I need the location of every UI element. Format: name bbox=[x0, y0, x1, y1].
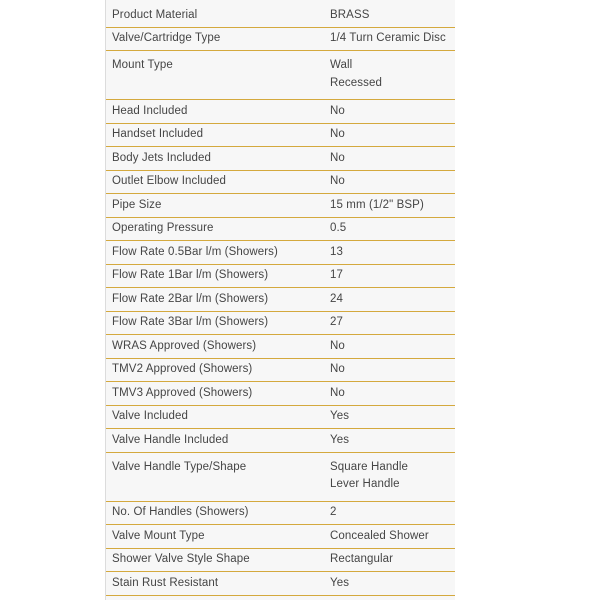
spec-value-line: Recessed bbox=[330, 76, 382, 89]
spec-label: TMV3 Approved (Showers) bbox=[112, 386, 253, 399]
spec-label: Valve/Cartridge Type bbox=[112, 32, 221, 44]
spec-value-line: Yes bbox=[330, 576, 350, 589]
spec-value-line: 2 bbox=[330, 506, 337, 518]
spec-row bbox=[106, 359, 455, 383]
spec-value bbox=[330, 459, 455, 494]
spec-label: Mount Type bbox=[112, 59, 173, 71]
spec-value-line: BRASS bbox=[330, 8, 370, 21]
spec-value bbox=[330, 244, 455, 262]
spec-row bbox=[106, 382, 455, 406]
spec-value bbox=[330, 150, 455, 168]
spec-label: No. Of Handles (Showers) bbox=[112, 506, 249, 518]
spec-row bbox=[106, 429, 455, 453]
spec-row bbox=[106, 572, 455, 596]
spec-row bbox=[106, 194, 455, 218]
spec-value-line: Wall bbox=[330, 59, 353, 71]
spec-value bbox=[330, 57, 455, 92]
spec-label: Outlet Elbow Included bbox=[112, 175, 226, 187]
spec-row bbox=[106, 453, 455, 502]
spec-value bbox=[330, 267, 455, 285]
spec-row bbox=[106, 525, 455, 549]
spec-value bbox=[330, 173, 455, 191]
spec-value bbox=[330, 504, 455, 522]
spec-value bbox=[330, 103, 455, 121]
spec-value bbox=[330, 575, 455, 593]
spec-value-line: Rectangular bbox=[330, 553, 394, 565]
spec-label: Product Material bbox=[112, 8, 198, 21]
spec-value-line: Yes bbox=[330, 433, 350, 446]
spec-value-line: 24 bbox=[330, 292, 343, 305]
spec-value-line: 1/4 Turn Ceramic Disc bbox=[330, 32, 446, 44]
spec-row bbox=[106, 241, 455, 265]
spec-value-line: 17 bbox=[330, 269, 343, 281]
spec-row bbox=[106, 28, 455, 52]
spec-value bbox=[330, 30, 455, 48]
spec-row bbox=[106, 549, 455, 573]
spec-value bbox=[330, 385, 455, 403]
spec-value-line: 27 bbox=[330, 316, 343, 328]
spec-row bbox=[106, 171, 455, 195]
spec-value-line: Concealed Shower bbox=[330, 529, 429, 542]
spec-row bbox=[106, 502, 455, 526]
spec-value bbox=[330, 338, 455, 356]
spec-value bbox=[330, 291, 455, 309]
spec-value bbox=[330, 197, 455, 215]
spec-value bbox=[330, 528, 455, 546]
spec-label: Valve Mount Type bbox=[112, 529, 205, 542]
spec-value-line: No bbox=[330, 363, 345, 375]
spec-label: Stain Rust Resistant bbox=[112, 576, 219, 589]
spec-value-line: 0.5 bbox=[330, 222, 347, 234]
spec-value bbox=[330, 408, 455, 426]
spec-label: Flow Rate 0.5Bar l/m (Showers) bbox=[112, 245, 278, 258]
spec-row bbox=[106, 335, 455, 359]
spec-value bbox=[330, 432, 455, 450]
spec-row bbox=[106, 218, 455, 242]
spec-rows-container bbox=[106, 4, 455, 596]
spec-label: WRAS Approved (Showers) bbox=[112, 339, 257, 352]
spec-label: Body Jets Included bbox=[112, 151, 211, 164]
spec-value bbox=[330, 220, 455, 238]
spec-value-line: Yes bbox=[330, 410, 350, 422]
spec-value-line: No bbox=[330, 104, 345, 117]
spec-row bbox=[106, 4, 455, 28]
product-specifications-table bbox=[105, 0, 455, 600]
spec-value bbox=[330, 314, 455, 332]
spec-row bbox=[106, 147, 455, 171]
spec-row bbox=[106, 406, 455, 430]
spec-label: TMV2 Approved (Showers) bbox=[112, 363, 253, 375]
spec-value-line: 13 bbox=[330, 245, 343, 258]
spec-value bbox=[330, 126, 455, 144]
spec-value-line: Square Handle bbox=[330, 460, 409, 473]
spec-label: Operating Pressure bbox=[112, 222, 214, 234]
spec-row bbox=[106, 265, 455, 289]
spec-value-line: No bbox=[330, 128, 345, 140]
spec-value bbox=[330, 551, 455, 569]
spec-value-line: 15 mm (1/2" BSP) bbox=[330, 198, 424, 211]
spec-label: Shower Valve Style Shape bbox=[112, 553, 250, 565]
spec-row bbox=[106, 100, 455, 124]
spec-label: Head Included bbox=[112, 104, 188, 117]
spec-label: Handset Included bbox=[112, 128, 204, 140]
spec-label: Flow Rate 1Bar l/m (Showers) bbox=[112, 269, 269, 281]
spec-value-line: No bbox=[330, 339, 345, 352]
spec-value-line: No bbox=[330, 151, 345, 164]
spec-value-line: No bbox=[330, 386, 345, 399]
spec-label: Valve Included bbox=[112, 410, 188, 422]
spec-value-line: No bbox=[330, 175, 345, 187]
spec-label: Pipe Size bbox=[112, 198, 162, 211]
spec-value bbox=[330, 361, 455, 379]
spec-row bbox=[106, 288, 455, 312]
spec-label: Flow Rate 2Bar l/m (Showers) bbox=[112, 292, 269, 305]
spec-value-line: Lever Handle bbox=[330, 478, 400, 490]
spec-label: Valve Handle Included bbox=[112, 433, 229, 446]
spec-row bbox=[106, 51, 455, 100]
spec-value bbox=[330, 7, 455, 25]
spec-row bbox=[106, 312, 455, 336]
spec-label: Flow Rate 3Bar l/m (Showers) bbox=[112, 316, 269, 328]
spec-row bbox=[106, 124, 455, 148]
spec-label: Valve Handle Type/Shape bbox=[112, 460, 247, 473]
